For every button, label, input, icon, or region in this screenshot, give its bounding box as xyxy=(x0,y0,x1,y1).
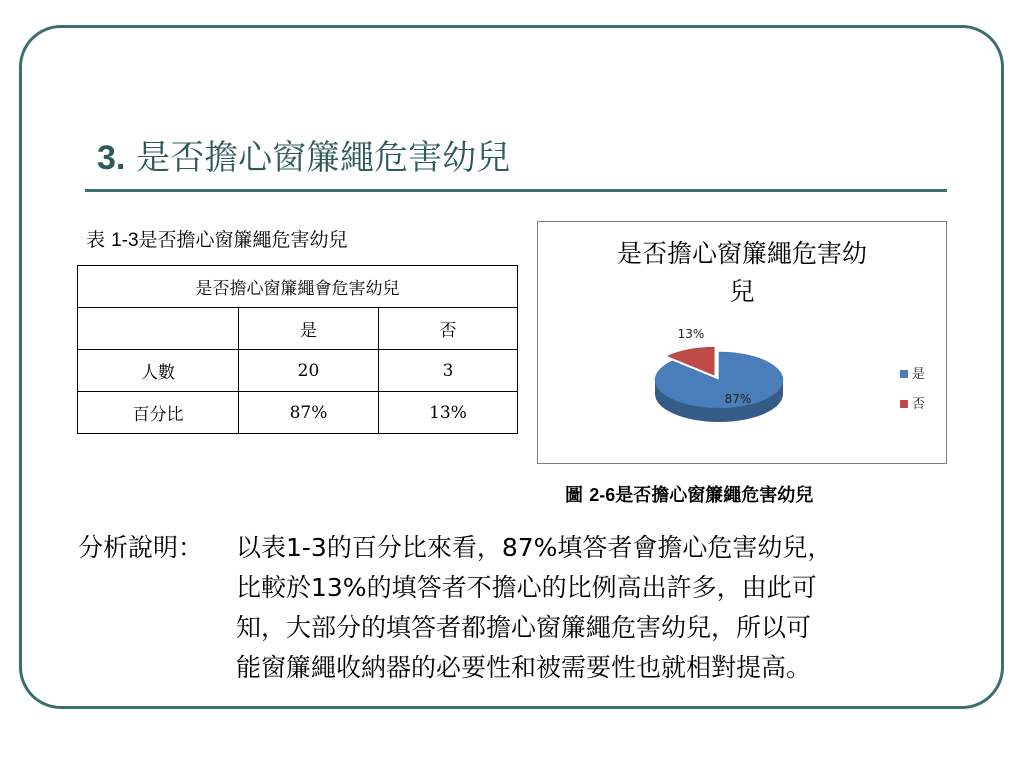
table-cell: 百分比 xyxy=(78,392,239,434)
table-column-row xyxy=(78,308,518,350)
analysis-line: 能窗簾繩收納器的必要性和被需要性也就相對提高。 xyxy=(236,653,812,682)
table-cell: 20 xyxy=(239,350,379,392)
pie-chart xyxy=(537,221,947,464)
table-cell: 87% xyxy=(239,392,379,434)
pie-slice xyxy=(655,352,783,408)
table-row xyxy=(78,392,518,434)
table-row xyxy=(78,350,518,392)
pie-chart-svg xyxy=(538,222,946,463)
analysis-line: 知，大部分的填答者都擔心窗簾繩危害幼兒，所以可 xyxy=(236,613,812,642)
table-caption xyxy=(86,225,348,252)
slide-title-text: 是否擔心窗簾繩危害幼兒 xyxy=(136,138,511,178)
slide-title-number: 3. xyxy=(97,139,126,177)
table-column-header xyxy=(78,308,239,350)
table-column-header: 是 xyxy=(239,308,379,350)
table-column-header: 否 xyxy=(379,308,518,350)
table-caption-text: 是否擔心窗簾繩危害幼兒 xyxy=(138,229,348,251)
table-caption-prefix: 表 xyxy=(86,229,106,251)
table-header-row xyxy=(78,266,518,308)
legend-swatch xyxy=(900,370,908,378)
table-cell: 人數 xyxy=(78,350,239,392)
stats-table xyxy=(77,265,518,434)
analysis-line: 以表1-3的百分比來看，87%填答者會擔心危害幼兒， xyxy=(236,533,833,562)
analysis-line: 比較於13%的填答者不擔心的比例高出許多，由此可 xyxy=(236,573,817,602)
legend-label: 否 xyxy=(912,397,926,412)
chart-title: 是否擔心窗簾繩危害幼 xyxy=(616,239,868,268)
figure-caption-prefix: 圖 xyxy=(565,485,583,506)
analysis-label: 分析說明： xyxy=(78,533,204,562)
figure-caption xyxy=(565,481,813,507)
table-cell: 3 xyxy=(379,350,518,392)
legend-label: 是 xyxy=(912,367,926,382)
title-underline xyxy=(85,189,947,192)
table-caption-number: 1-3 xyxy=(111,230,139,251)
figure-caption-text: 是否擔心窗簾繩危害幼兒 xyxy=(615,485,814,506)
chart-title: 兒 xyxy=(729,277,755,306)
pie-data-label: 13% xyxy=(677,327,705,341)
table-header: 是否擔心窗簾繩會危害幼兒 xyxy=(78,266,518,308)
table-cell: 13% xyxy=(379,392,518,434)
figure-caption-number: 2-6 xyxy=(589,485,616,505)
pie-data-label: 87% xyxy=(724,392,752,406)
slide-title xyxy=(97,136,510,180)
legend-swatch xyxy=(900,400,908,408)
